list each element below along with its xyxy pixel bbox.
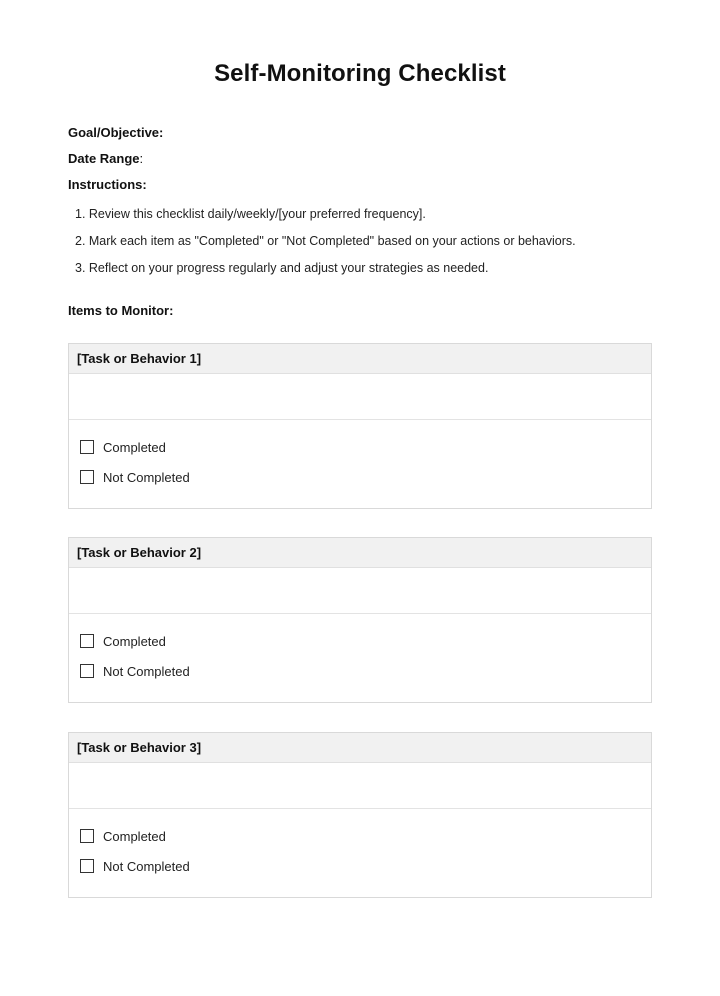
page-title: Self-Monitoring Checklist [214,60,506,87]
checkbox-completed[interactable] [80,440,94,454]
monitor-item-options [69,614,651,702]
monitor-item-header: [Task or Behavior 2] [69,538,651,568]
checkbox-not-completed[interactable] [80,859,94,873]
goal-objective-field [68,125,163,140]
instructions-list [75,207,576,288]
monitor-item-header: [Task or Behavior 3] [69,733,651,763]
checkbox-completed[interactable] [80,829,94,843]
monitor-item-card-3 [68,732,652,898]
items-to-monitor-label: Items to Monitor: [68,303,174,318]
monitor-item-options [69,420,651,508]
not-completed-label: Not Completed [103,663,190,679]
completed-option[interactable] [80,632,166,650]
instruction-item: 2. Mark each item as "Completed" or "Not Completed" based on your actions or behaviors. [75,234,576,248]
checkbox-completed[interactable] [80,634,94,648]
monitor-item-card-2 [68,537,652,703]
not-completed-label: Not Completed [103,858,190,874]
date-range-colon: : [139,151,144,166]
instruction-item: 3. Reflect on your progress regularly and adjust your strategies as needed. [75,261,489,275]
instructions-label: Instructions: [68,177,147,192]
completed-option[interactable] [80,827,166,845]
not-completed-option[interactable] [80,662,190,680]
monitor-item-notes-area[interactable] [69,374,651,420]
not-completed-option[interactable] [80,468,190,486]
completed-label: Completed [103,828,166,844]
monitor-item-header: [Task or Behavior 1] [69,344,651,374]
completed-label: Completed [103,439,166,455]
instruction-item: 1. Review this checklist daily/weekly/[your preferred frequency]. [75,207,426,221]
not-completed-option[interactable] [80,857,190,875]
completed-label: Completed [103,633,166,649]
goal-objective-label: Goal/Objective: [68,125,164,140]
checkbox-not-completed[interactable] [80,664,94,678]
monitor-item-card-1 [68,343,652,509]
instructions-field [68,177,147,192]
monitor-item-notes-area[interactable] [69,763,651,809]
monitor-item-notes-area[interactable] [69,568,651,614]
checkbox-not-completed[interactable] [80,470,94,484]
monitor-item-options [69,809,651,897]
date-range-field [68,151,143,166]
not-completed-label: Not Completed [103,469,190,485]
date-range-label: Date Range [68,151,140,166]
completed-option[interactable] [80,438,166,456]
